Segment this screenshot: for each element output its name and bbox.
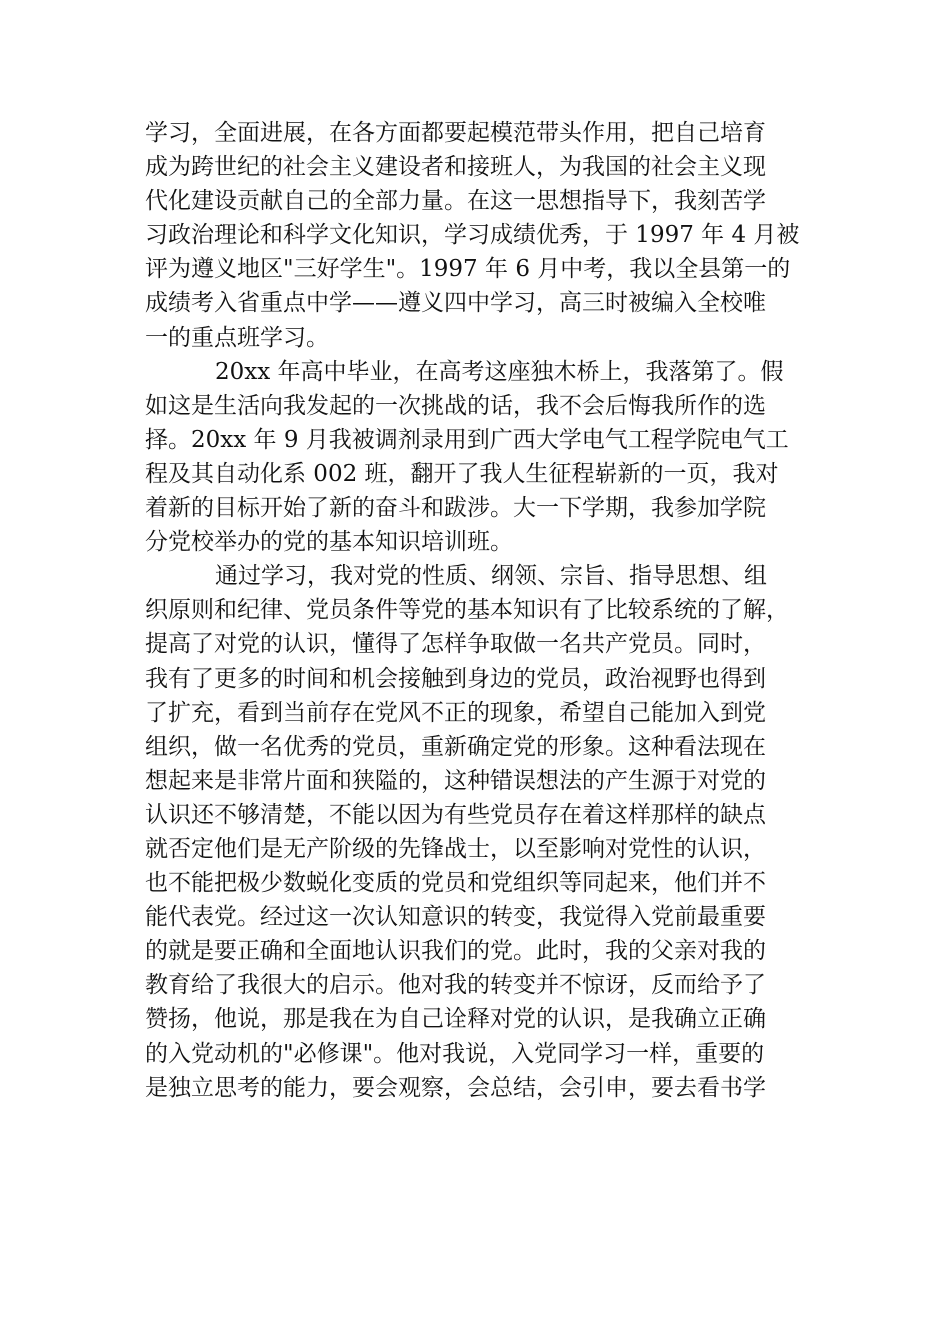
text-line: 认识还不够清楚，不能以因为有些党员存在着这样那样的缺点 [145, 801, 766, 828]
text-line: 择。20xx 年 9 月我被调剂录用到广西大学电气工程学院电气工 [145, 426, 789, 453]
text-line: 如这是生活向我发起的一次挑战的话，我不会后悔我所作的选 [145, 392, 766, 419]
text-line: 的入党动机的"必修课"。他对我说，入党同学习一样，重要的 [145, 1040, 765, 1067]
text-line: 代化建设贡献自己的全部力量。在这一思想指导下，我刻苦学 [145, 188, 766, 215]
text-line: 20xx 年高中毕业，在高考这座独木桥上，我落第了。假 [215, 358, 784, 385]
text-line: 我有了更多的时间和机会接触到身边的党员，政治视野也得到 [145, 665, 766, 692]
text-line: 通过学习，我对党的性质、纲领、宗旨、指导思想、组 [215, 563, 767, 590]
paragraph-3 [145, 559, 805, 1105]
text-line: 也不能把极少数蜕化变质的党员和党组织等同起来，他们并不 [145, 870, 766, 897]
text-line: 赞扬，他说，那是我在为自己诠释对党的认识，是我确立正确 [145, 1006, 766, 1033]
text-line: 教育给了我很大的启示。他对我的转变并不惊讶，反而给予了 [145, 972, 766, 999]
text-line: 组织，做一名优秀的党员，重新确定党的形象。这种看法现在 [145, 733, 766, 760]
text-line: 分党校举办的党的基本知识培训班。 [145, 529, 513, 556]
text-line: 成绩考入省重点中学——遵义四中学习，高三时被编入全校唯 [145, 290, 766, 317]
text-line: 程及其自动化系 002 班，翻开了我人生征程崭新的一页，我对 [145, 460, 779, 487]
text-line: 是独立思考的能力，要会观察，会总结，会引申，要去看书学 [145, 1074, 766, 1101]
text-line: 了扩充，看到当前存在党风不正的现象，希望自己能加入到党 [145, 699, 766, 726]
text-line: 想起来是非常片面和狭隘的，这种错误想法的产生源于对党的 [145, 767, 766, 794]
text-line: 成为跨世纪的社会主义建设者和接班人，为我国的社会主义现 [145, 154, 766, 181]
text-line: 提高了对党的认识，懂得了怎样争取做一名共产党员。同时， [145, 631, 766, 658]
text-line: 织原则和纪律、党员条件等党的基本知识有了比较系统的了解， [145, 597, 789, 624]
paragraph-1 [145, 116, 805, 355]
text-line: 能代表党。经过这一次认知意识的转变，我觉得入党前最重要 [145, 904, 766, 931]
body-text [145, 116, 805, 1105]
text-line: 着新的目标开始了新的奋斗和跋涉。大一下学期，我参加学院 [145, 495, 766, 522]
text-line: 学习，全面进展，在各方面都要起模范带头作用，把自己培育 [145, 120, 766, 146]
text-line: 一的重点班学习。 [145, 324, 329, 351]
text-line: 的就是要正确和全面地认识我们的党。此时，我的父亲对我的 [145, 938, 766, 965]
paragraph-2 [145, 355, 805, 560]
text-line: 评为遵义地区"三好学生"。1997 年 6 月中考，我以全县第一的 [145, 256, 791, 283]
text-line: 习政治理论和科学文化知识，学习成绩优秀，于 1997 年 4 月被 [145, 222, 800, 249]
text-line: 就否定他们是无产阶级的先锋战士，以至影响对党性的认识， [145, 835, 766, 862]
